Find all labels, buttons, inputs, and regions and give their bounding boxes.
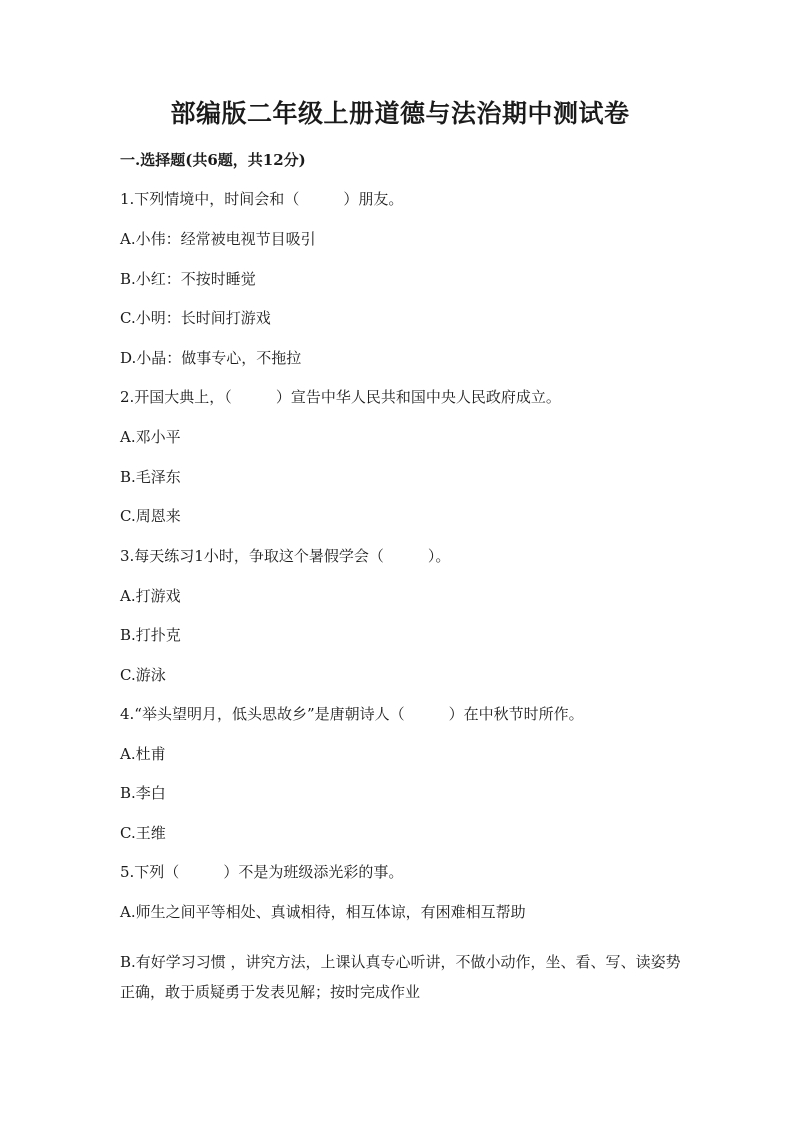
- page-title: 部编版二年级上册道德与法治期中测试卷: [170, 99, 630, 128]
- question-3-option-b: B.打扑克: [120, 626, 181, 644]
- question-2-option-c: C.周恩来: [120, 507, 181, 525]
- question-1-option-d: D.小晶：做事专心，不拖拉: [120, 349, 302, 367]
- question-4-option-b: B.李白: [120, 784, 166, 802]
- question-stem-text: ）。: [427, 547, 451, 565]
- question-stem-text: 3.每天练习1小时，争取这个暑假学会（: [120, 547, 384, 565]
- question-5-option-a: A.师生之间平等相处、真诚相待，相互体谅，有困难相互帮助: [120, 903, 526, 921]
- question-5-stem: [120, 861, 403, 882]
- question-1-option-b: B.小红：不按时睡觉: [120, 270, 256, 288]
- question-stem-text: ）在中秋节时所作。: [448, 705, 584, 723]
- question-2-option-b: B.毛泽东: [120, 468, 181, 486]
- question-1-stem: [120, 188, 403, 209]
- question-stem-text: 4.“举头望明月，低头思故乡”是唐朝诗人（: [120, 705, 405, 723]
- question-stem-text: ）不是为班级添光彩的事。: [223, 863, 404, 881]
- question-stem-text: 5.下列（: [120, 863, 180, 881]
- question-4-option-c: C.王维: [120, 824, 166, 842]
- question-1-option-a: A.小伟：经常被电视节目吸引: [120, 230, 316, 248]
- question-stem-text: 1.下列情境中，时间会和（: [120, 190, 300, 208]
- question-4-option-a: A.杜甫: [120, 745, 166, 763]
- question-2-stem: [120, 386, 561, 407]
- question-3-stem: [120, 545, 450, 566]
- question-4-stem: [120, 703, 584, 724]
- question-stem-text: ）朋友。: [343, 190, 404, 208]
- question-stem-text: ）宣告中华人民共和国中央人民政府成立。: [275, 388, 561, 406]
- question-3-option-a: A.打游戏: [120, 587, 181, 605]
- question-5-option-b: B.有好学习习惯 ，讲究方法，上课认真专心听讲，不做小动作，坐、看、写、读姿势正确，敢于质疑勇于发表见解；按时完成作业: [120, 953, 681, 1001]
- question-1-option-c: C.小明：长时间打游戏: [120, 309, 271, 327]
- question-3-option-c: C.游泳: [120, 666, 166, 684]
- question-2-option-a: A.邓小平: [120, 428, 181, 446]
- section-heading: 一.选择题(共6题，共12分): [120, 151, 306, 169]
- question-stem-text: 2.开国大典上，（: [120, 388, 232, 406]
